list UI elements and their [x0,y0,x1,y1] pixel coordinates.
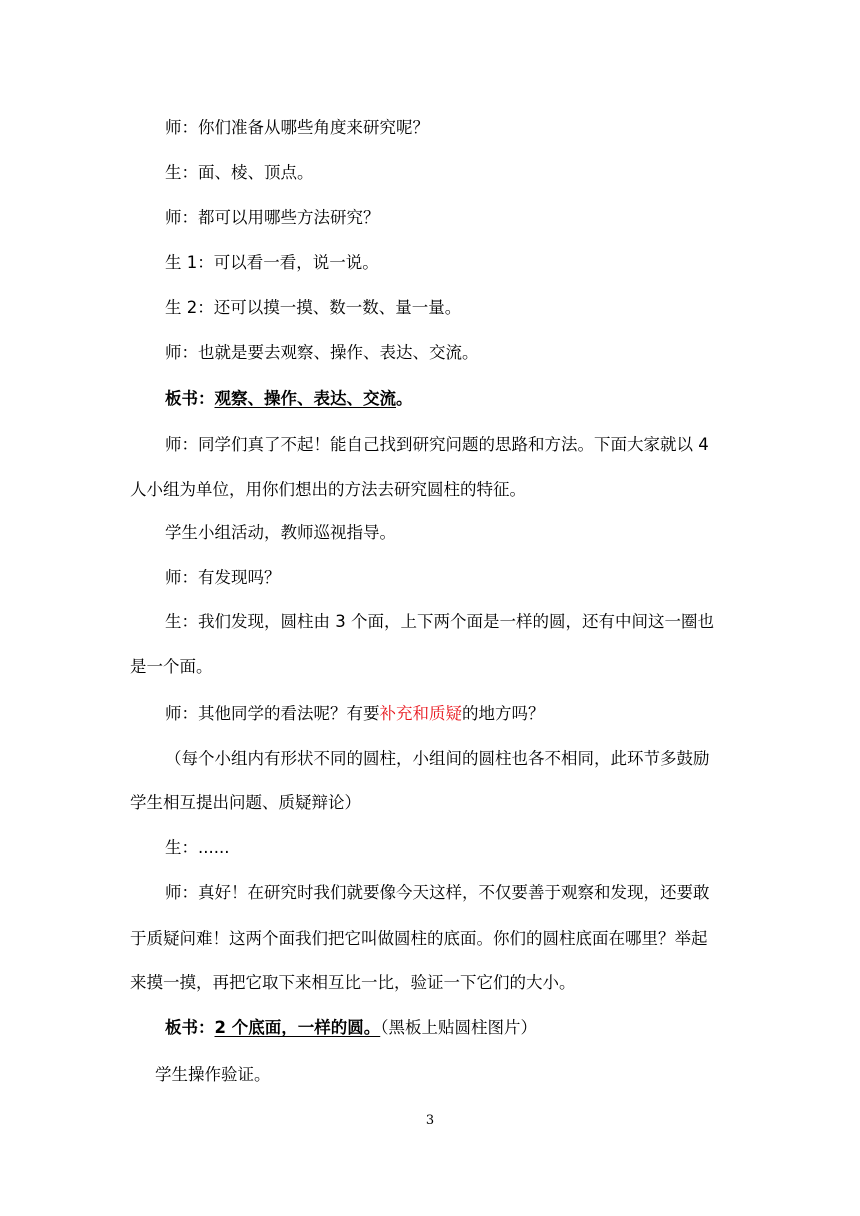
board-note-2 [165,1018,537,1038]
paragraph: 师：都可以用哪些方法研究？ [165,208,380,227]
board-note-content: 2 个底面，一样的圆。 [214,1018,381,1037]
board-note-1 [165,389,413,409]
board-note-label: 板书： [165,389,215,408]
paragraph: 生 2：还可以摸一摸、数一数、量一量。 [165,298,462,317]
board-note-remark: （黑板上贴圆柱图片） [380,1018,537,1037]
paragraph: 生：面、棱、顶点。 [165,163,314,182]
paragraph-continuation: 人小组为单位，用你们想出的方法去研究圆柱的特征。 [130,480,526,499]
paragraph [165,704,545,724]
highlighted-text: 补充和质疑 [379,704,462,723]
board-note-content: 观察、操作、表达、交流 [214,389,396,408]
paragraph: 师：也就是要去观察、操作、表达、交流。 [165,343,479,362]
paragraph-continuation: 于质疑问难！这两个面我们把它叫做圆柱的底面。你们的圆柱底面在哪里？举起 [130,929,708,948]
paragraph: 师：真好！在研究时我们就要像今天这样，不仅要善于观察和发现，还要敢 [165,883,710,902]
paragraph: 师：有发现吗？ [165,568,281,587]
page-number: 3 [425,1113,435,1128]
paragraph: （每个小组内有形状不同的圆柱，小组间的圆柱也各不相同，此环节多鼓励 [165,749,710,768]
paragraph: 师：同学们真了不起！能自己找到研究问题的思路和方法。下面大家就以 4 [165,435,709,454]
paragraph: 师：你们准备从哪些角度来研究呢？ [165,118,429,137]
paragraph: 学生操作验证。 [155,1065,271,1084]
paragraph: 学生小组活动，教师巡视指导。 [165,523,396,542]
text-run: 的地方吗？ [462,704,545,723]
paragraph-continuation: 来摸一摸，再把它取下来相互比一比，验证一下它们的大小。 [130,973,576,992]
paragraph: 生：...... [165,838,230,857]
paragraph-continuation: 是一个面。 [130,657,213,676]
board-note-end: 。 [396,389,413,408]
paragraph: 生 1：可以看一看，说一说。 [165,253,379,272]
board-note-label: 板书： [165,1018,215,1037]
paragraph: 生：我们发现，圆柱由 3 个面，上下两个面是一样的圆，还有中间这一圈也 [165,612,714,631]
text-run: 师：其他同学的看法呢？有要 [165,704,380,723]
paragraph-continuation: 学生相互提出问题、质疑辩论） [130,793,361,812]
